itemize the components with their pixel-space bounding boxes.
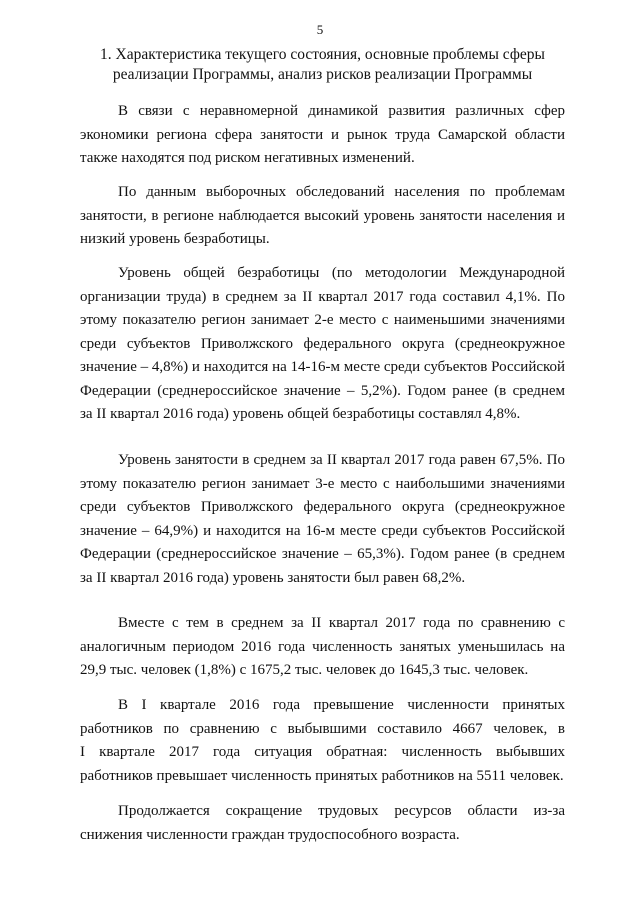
- page-number: 5: [316, 22, 324, 37]
- paragraph: [80, 449, 565, 590]
- text-line: Федерации (среднероссийское значение – 5,2%). Годом ранее (в среднем: [80, 382, 565, 399]
- section-heading-line: реализации Программы, анализ рисков реализации Программы: [112, 66, 533, 83]
- text-line: занятости, в регионе наблюдается высокий уровень занятости населения и: [80, 207, 565, 224]
- text-line: Уровень занятости в среднем за II квартал 2017 года равен 67,5%. По: [118, 452, 565, 468]
- paragraph: [80, 694, 565, 788]
- paragraph: [80, 800, 565, 847]
- text-line: этому показателю регион занимает 2-е место с наименьшими значениями: [80, 312, 565, 328]
- text-line: организации труда) в среднем за II квартал 2017 года составил 4,1%. По: [80, 288, 565, 305]
- text-line: за II квартал 2016 года) уровень общей безработицы составлял 4,8%.: [80, 406, 521, 422]
- text-line: По данным выборочных обследований населения по проблемам: [118, 184, 565, 200]
- text-line: Федерации (среднероссийское значение – 65,3%). Годом ранее (в среднем: [80, 546, 565, 562]
- paragraph: [80, 612, 565, 683]
- text-line: среди субъектов Приволжского федерального округа (среднеокружное: [80, 335, 565, 352]
- text-line: В I квартале 2016 года превышение численности принятых: [118, 697, 565, 713]
- text-line: 29,9 тыс. человек (1,8%) с 1675,2 тыс. человек до 1645,3 тыс. человек.: [80, 662, 529, 678]
- text-line: за II квартал 2016 года) уровень занятости был равен 68,2%.: [80, 569, 466, 586]
- text-line: снижения численности граждан трудоспособного возраста.: [80, 826, 460, 843]
- text-line: работников превышает численность принятых работников на 5511 человек.: [80, 767, 564, 784]
- text-line: Вместе с тем в среднем за II квартал 2017 года по сравнению с: [118, 615, 565, 631]
- text-line: среди субъектов Приволжского федерального округа (среднеокружное: [80, 499, 565, 515]
- text-line: Продолжается сокращение трудовых ресурсов области из-за: [118, 803, 565, 819]
- text-line: также находятся под риском негативных изменений.: [80, 150, 415, 166]
- section-heading-line: 1. Характеристика текущего состояния, основные проблемы сферы: [100, 46, 545, 63]
- paragraph: [80, 181, 565, 252]
- text-line: аналогичным периодом 2016 года численность занятых уменьшилась на: [80, 638, 565, 655]
- section-heading: [80, 45, 565, 85]
- text-line: значение – 4,8%) и находится на 14-16-м месте среди субъектов Российской: [80, 359, 566, 375]
- text-line: низкий уровень безработицы.: [80, 231, 270, 247]
- text-line: этому показателю регион занимает 3-е место с наибольшими значениями: [80, 475, 565, 492]
- text-line: работников по сравнению с выбывшими составило 4667 человек, в: [80, 720, 565, 737]
- text-line: значение – 64,9%) и находится на 16-м месте среди субъектов Российской: [80, 522, 565, 539]
- paragraph: [80, 100, 565, 171]
- text-line: В связи с неравномерной динамикой развития различных сфер: [118, 103, 565, 119]
- text-line: Уровень общей безработицы (по методологии Международной: [118, 265, 565, 281]
- paragraph: [80, 262, 565, 427]
- text-line: I квартале 2017 года ситуация обратная: численность выбывших: [80, 744, 565, 760]
- text-line: экономики региона сфера занятости и рынок труда Самарской области: [80, 126, 565, 143]
